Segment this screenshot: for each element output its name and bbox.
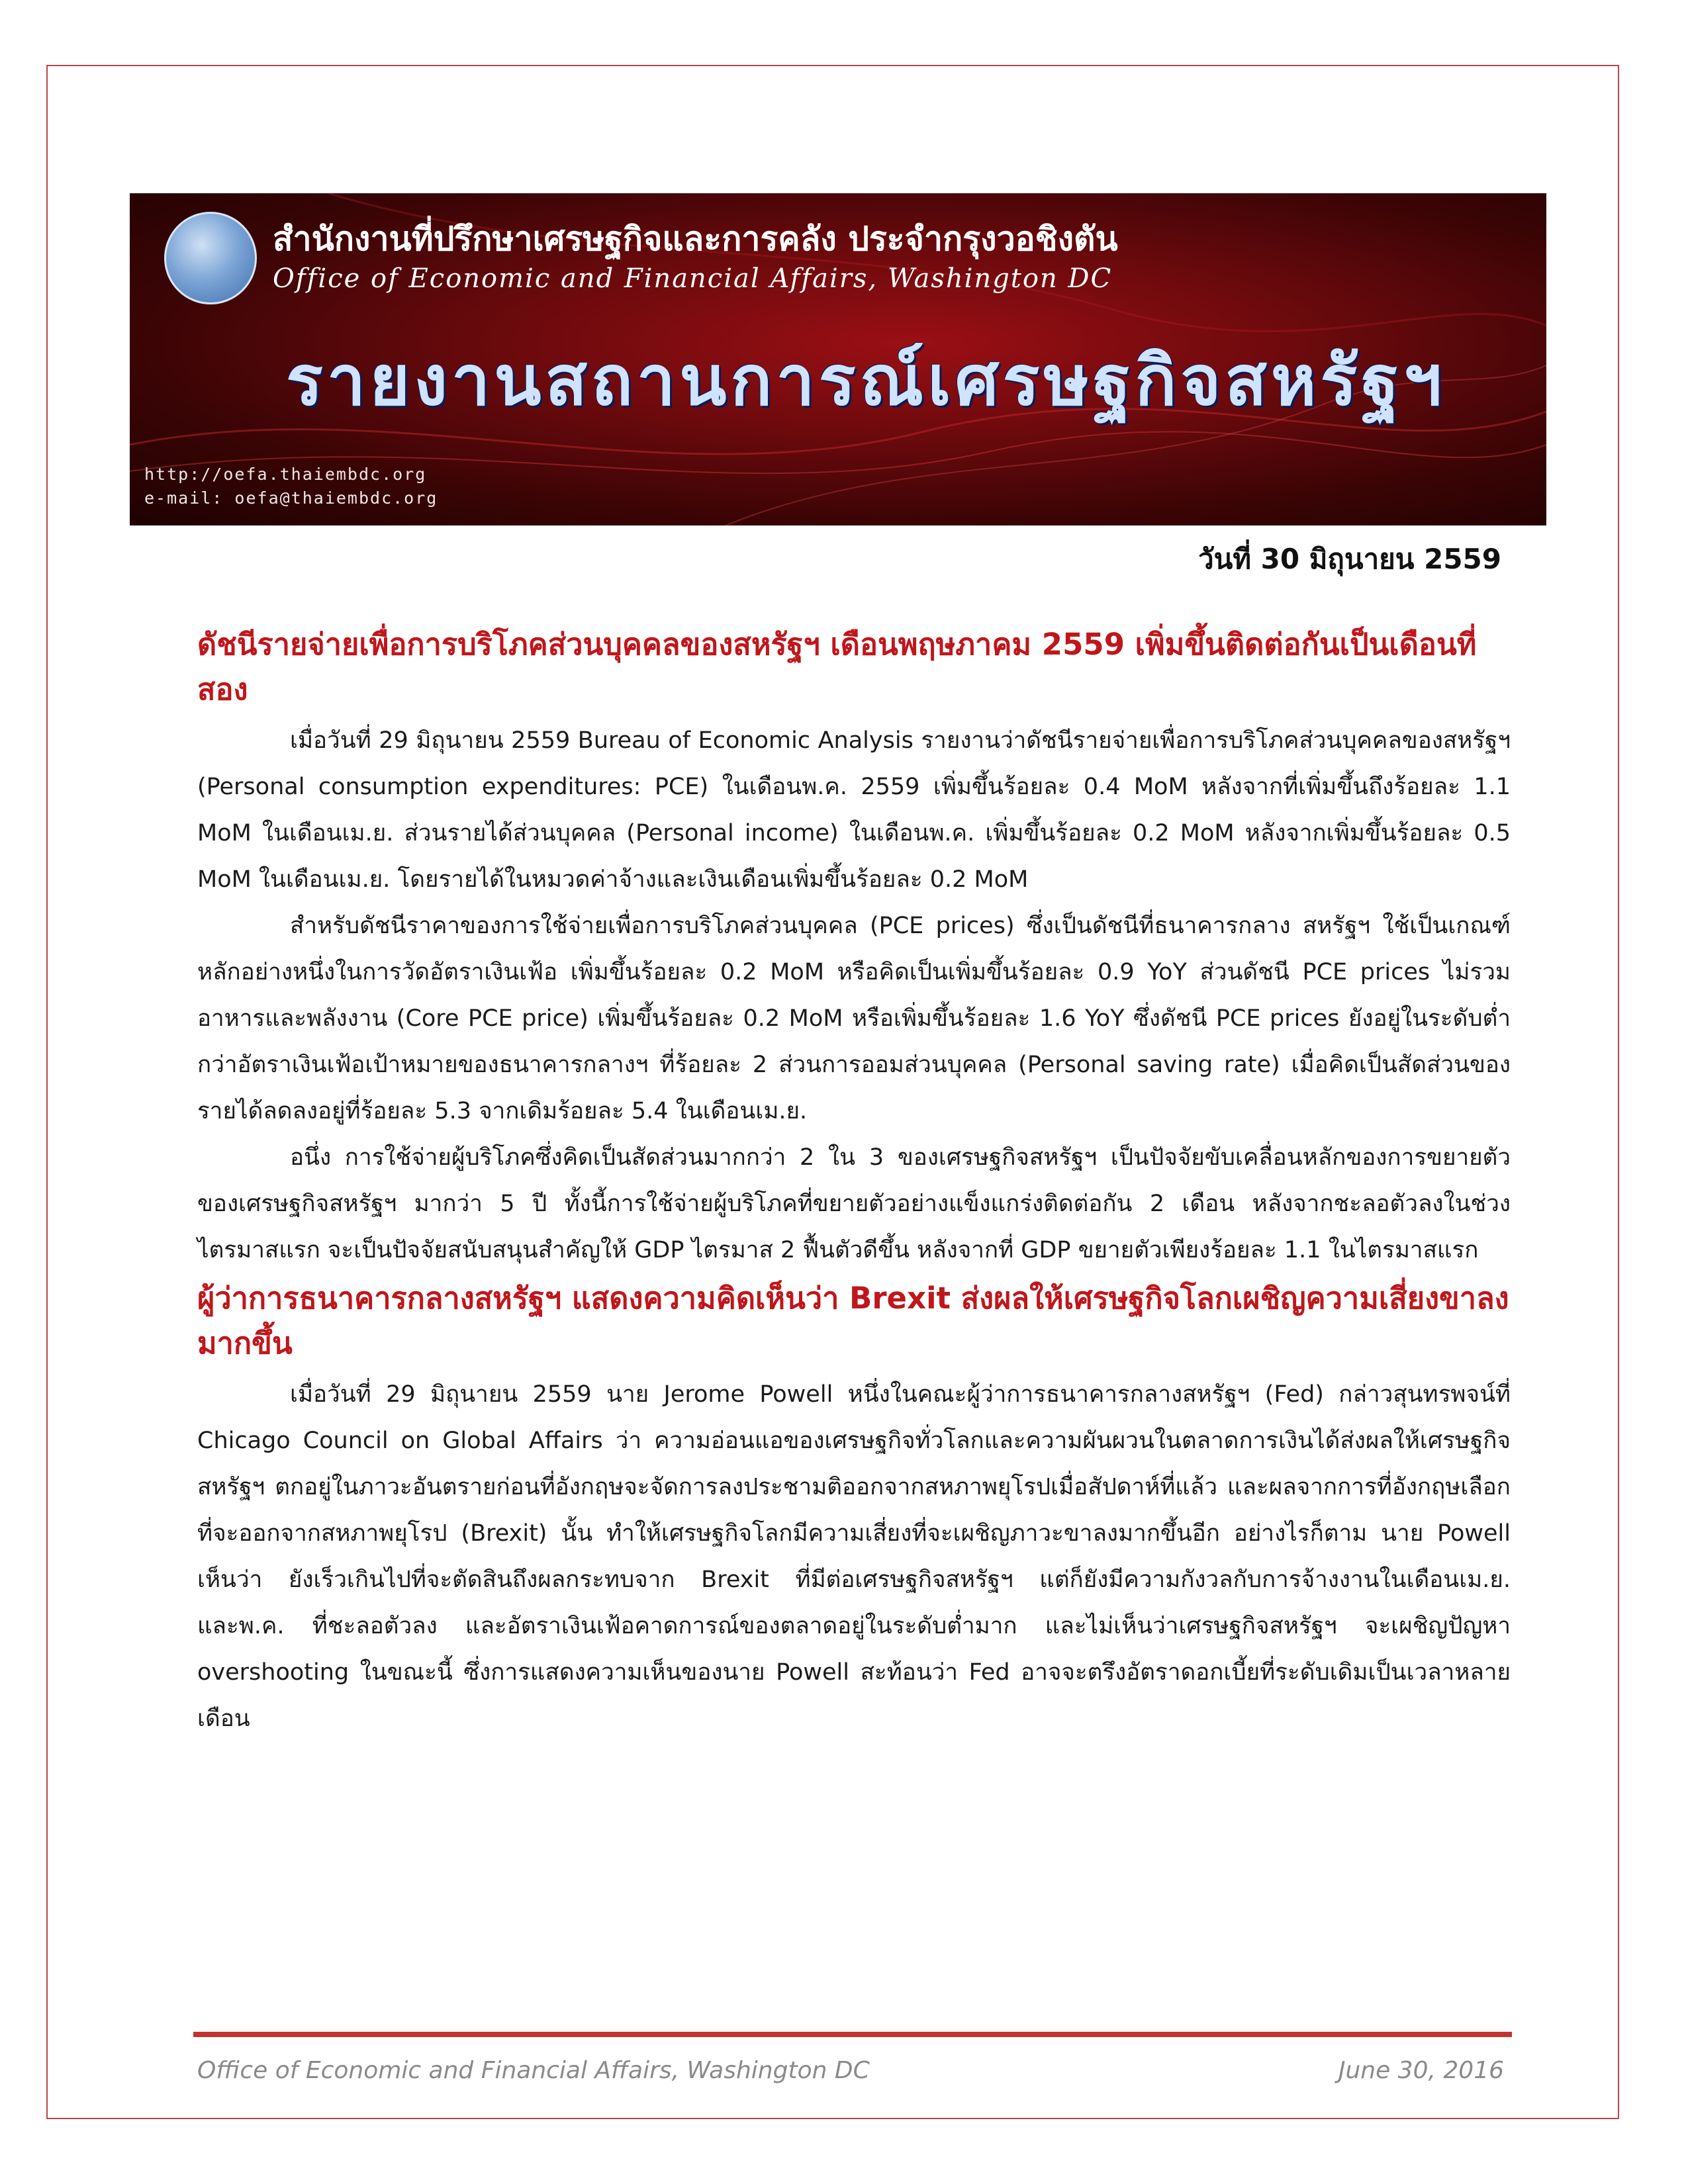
section-2-headline: ผู้ว่าการธนาคารกลางสหรัฐฯ แสดงความคิดเห็นว่า Brexit ส่งผลให้เศรษฐกิจโลกเผชิญความเสี่ยงขาลงมากขึ้น <box>197 1281 1509 1361</box>
section-2-paragraph-1: เมื่อวันที่ 29 มิถุนายน 2559 นาย Jerome Powell หนึ่งในคณะผู้ว่าการธนาคารกลางสหรัฐฯ (Fed) กล่าวสุนทรพจน์ที่ Chicago Council on Global Affairs ว่า ความอ่อนแอของเศรษฐกิจทั่วโลกและความผันผวนในตลาดการเงินได้ส่งผลให้เศรษฐกิจสหรัฐฯ ตกอยู่ในภาวะอันตรายก่อนที่อังกฤษจะจัดการลงประชามติออกจากสหภาพยุโรปเมื่อสัปดาห์ที่แล้ว และผลจากการที่อังกฤษเลือกที่จะออกจากสหภาพยุโรป (Brexit) นั้น ทำให้เศรษฐกิจโลกมีความเสี่ยงที่จะเผชิญภาวะขาลงมากขึ้นอีก อย่างไรก็ตาม นาย Powell เห็นว่า ยังเร็วเกินไปที่จะตัดสินถึงผลกระทบจาก Brexit ที่มีต่อเศรษฐกิจสหรัฐฯ แต่ก็ยังมีความกังวลกับการจ้างงานในเดือนเม.ย. และพ.ค. ที่ชะลอตัวลง และอัตราเงินเฟ้อคาดการณ์ของตลาดอยู่ในระดับต่ำมาก และไม่เห็นว่าเศรษฐกิจสหรัฐฯ จะเผชิญปัญหา overshooting ในขณะนี้ ซึ่งการแสดงความเห็นของนาย Powell สะท้อนว่า Fed อาจจะตรึงอัตราดอกเบี้ยที่ระดับเดิมเป็นเวลาหลายเดือน <box>197 1381 1511 1732</box>
section-1-paragraph-3: อนึ่ง การใช้จ่ายผู้บริโภคซึ่งคิดเป็นสัดส่วนมากกว่า 2 ใน 3 ของเศรษฐกิจสหรัฐฯ เป็นปัจจัยขับเคลื่อนหลักของการขยายตัวของเศรษฐกิจสหรัฐฯ มากว่า 5 ปี ทั้งนี้การใช้จ่ายผู้บริโภคที่ขยายตัวอย่างแข็งแกร่งติดต่อกัน 2 เดือน หลังจากชะลอตัวลงในช่วงไตรมาสแรก จะเป็นปัจจัยสนับสนุนสำคัญให้ GDP ไตรมาส 2 ฟื้นตัวดีขึ้น หลังจากที่ GDP ขยายตัวเพียงร้อยละ 1.1 ในไตรมาสแรก <box>197 1144 1511 1263</box>
org-name-thai: สำนักงานที่ปรึกษาเศรษฐกิจและการคลัง ประจำกรุงวอชิงตัน <box>273 219 1118 258</box>
footer-divider <box>193 2032 1512 2037</box>
section-1-paragraph-1: เมื่อวันที่ 29 มิถุนายน 2559 Bureau of Economic Analysis รายงานว่าดัชนีรายจ่ายเพื่อการบริโภคส่วนบุคคลของสหรัฐฯ (Personal consumption expenditures: PCE) ในเดือนพ.ค. 2559 เพิ่มขึ้นร้อยละ 0.4 MoM หลังจากที่เพิ่มขึ้นถึงร้อยละ 1.1 MoM ในเดือนเม.ย. ส่วนรายได้ส่วนบุคคล (Personal income) ในเดือนพ.ค. เพิ่มขึ้นร้อยละ 0.2 MoM หลังจากเพิ่มขึ้นร้อยละ 0.5 MoM ในเดือนเม.ย. โดยรายได้ในหมวดค่าจ้างและเงินเดือนเพิ่มขึ้นร้อยละ 0.2 MoM <box>197 727 1511 893</box>
banner-url: http://oefa.thaiembdc.org <box>144 465 427 484</box>
garuda-emblem-icon <box>164 212 257 304</box>
report-date: วันที่ 30 มิถุนายน 2559 <box>1198 543 1501 575</box>
section-1-paragraph-2: สำหรับดัชนีราคาของการใช้จ่ายเพื่อการบริโภคส่วนบุคคล (PCE prices) ซึ่งเป็นดัชนีที่ธนาคารกลาง สหรัฐฯ ใช้เป็นเกณฑ์หลักอย่างหนึ่งในการวัดอัตราเงินเฟ้อ เพิ่มขึ้นร้อยละ 0.2 MoM หรือคิดเป็นเพิ่มขึ้นร้อยละ 0.9 YoY ส่วนดัชนี PCE prices ไม่รวมอาหารและพลังงาน (Core PCE price) เพิ่มขึ้นร้อยละ 0.2 MoM หรือเพิ่มขึ้นร้อยละ 1.6 YoY ซึ่งดัชนี PCE prices ยังอยู่ในระดับต่ำกว่าอัตราเงินเฟ้อเป้าหมายของธนาคารกลางฯ ที่ร้อยละ 2 ส่วนการออมส่วนบุคคล (Personal saving rate) เมื่อคิดเป็นสัดส่วนของรายได้ลดลงอยู่ที่ร้อยละ 5.3 จากเดิมร้อยละ 5.4 ในเดือนเม.ย. <box>197 913 1511 1124</box>
org-name-english: Office of Economic and Financial Affairs, Washington DC <box>273 263 1113 294</box>
section-1-headline: ดัชนีรายจ่ายเพื่อการบริโภคส่วนบุคคลของสหรัฐฯ เดือนพฤษภาคม 2559 เพิ่มขึ้นติดต่อกันเป็นเดือนที่สอง <box>197 627 1477 707</box>
report-title: รายงานสถานการณ์เศรษฐกิจสหรัฐฯ <box>286 340 1446 421</box>
banner-email: e-mail: oefa@thaiembdc.org <box>144 488 438 508</box>
header-banner <box>130 193 1546 525</box>
footer-organization: Office of Economic and Financial Affairs, Washington DC <box>197 2057 870 2084</box>
footer-date: June 30, 2016 <box>1338 2057 1504 2084</box>
article-body <box>197 622 1511 1742</box>
